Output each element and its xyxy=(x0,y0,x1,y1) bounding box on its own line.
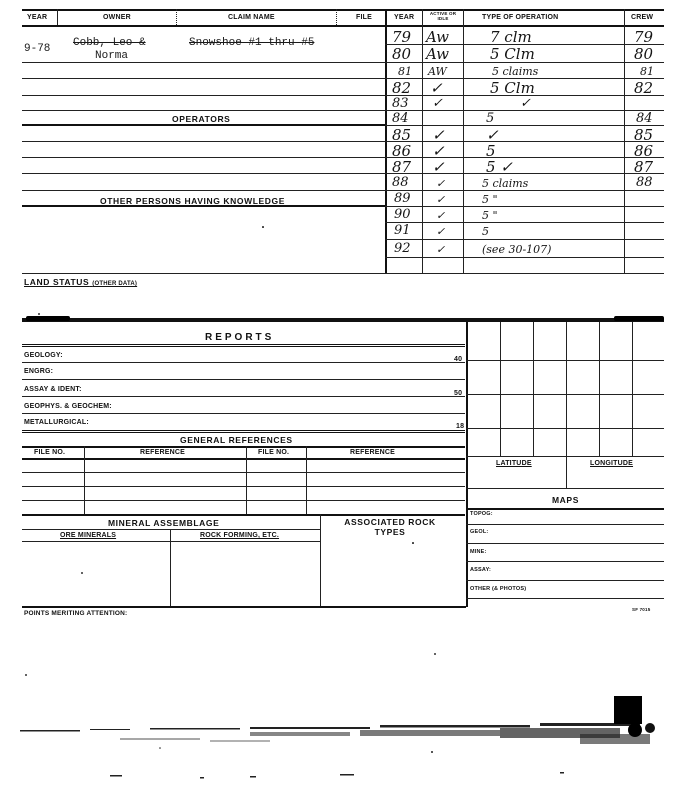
maps-row-rule xyxy=(466,580,664,581)
land-status-sub: (OTHER DATA) xyxy=(92,281,138,287)
references-divider xyxy=(246,446,247,514)
header-divider xyxy=(57,9,58,25)
references-row-rule xyxy=(22,486,465,487)
activity-operation: 5 xyxy=(482,225,489,238)
col-reference: REFERENCE xyxy=(140,449,185,456)
activity-crew: 86 xyxy=(634,142,654,160)
report-row-rule xyxy=(22,413,465,414)
col-reference-2: REFERENCE xyxy=(350,449,395,456)
maps-row-rule xyxy=(466,598,664,599)
latlong-divider xyxy=(566,456,567,488)
maps-row-rule xyxy=(466,543,664,544)
activity-status: ✓ xyxy=(436,243,446,256)
header-type-of-operation: TYPE OF OPERATION xyxy=(482,14,559,21)
col-file-no: FILE NO. xyxy=(34,449,66,456)
header-top-rule xyxy=(22,9,664,11)
header-divider xyxy=(336,9,337,25)
owner-row-rule xyxy=(22,62,385,63)
header-bottom-rule xyxy=(22,25,664,27)
operators-rule xyxy=(22,124,385,126)
map-geol: GEOL: xyxy=(470,529,489,535)
general-references-heading: GENERAL REFERENCES xyxy=(180,435,293,445)
report-row-rule xyxy=(22,430,465,433)
reports-heading-rule xyxy=(22,344,465,347)
activity-operation: 7 clm xyxy=(490,28,532,46)
activity-year: 79 xyxy=(392,28,412,46)
activity-row-rule xyxy=(385,222,664,223)
activity-status: ✓ xyxy=(432,126,445,144)
associated-rock-types-heading: ASSOCIATED ROCK TYPES xyxy=(344,517,436,537)
maps-heading: MAPS xyxy=(552,495,579,505)
grid-line xyxy=(500,322,501,456)
activity-status: ✓ xyxy=(436,177,446,190)
activity-year: 88 xyxy=(392,175,409,190)
activity-status: AW xyxy=(428,65,447,78)
operators-row-rule xyxy=(22,141,385,142)
mineral-assemblage-heading: MINERAL ASSEMBLAGE xyxy=(108,518,220,528)
activity-crew: 79 xyxy=(634,28,654,46)
scan-speck xyxy=(81,572,83,574)
scan-mark-left xyxy=(26,316,70,321)
header-year-2: YEAR xyxy=(394,14,415,21)
references-bottom-rule xyxy=(22,514,465,516)
activity-crew: 82 xyxy=(634,79,654,97)
grid-line xyxy=(599,322,600,456)
header-file: FILE xyxy=(356,14,372,21)
report-page-number: 40 xyxy=(454,356,463,363)
references-divider xyxy=(84,446,85,514)
col-rock-forming: ROCK FORMING, ETC. xyxy=(200,532,280,539)
scan-speck xyxy=(434,653,436,655)
activity-status: ✓ xyxy=(430,79,443,97)
activity-row-rule xyxy=(385,239,664,240)
operators-row-rule xyxy=(22,157,385,158)
report-row-rule xyxy=(22,379,465,380)
activity-crew: 81 xyxy=(640,65,654,78)
land-status-label: LAND STATUS xyxy=(24,277,90,287)
reports-top-bar xyxy=(22,318,664,322)
activity-operation: 5 Clm xyxy=(490,79,535,97)
report-page-number: 18 xyxy=(456,423,465,430)
activity-operation: 5 xyxy=(486,111,495,126)
report-engrg: ENGRG: xyxy=(24,368,54,375)
activity-status: ✓ xyxy=(436,225,446,238)
maps-row-rule xyxy=(466,561,664,562)
mineral-col-divider xyxy=(170,529,171,607)
header-claim-name: CLAIM NAME xyxy=(228,14,275,21)
land-status-heading xyxy=(24,277,137,287)
owner-name-line1: Cobb, Leo & xyxy=(73,37,146,49)
activity-status: ✓ xyxy=(436,193,446,206)
mineral-bottom-rule xyxy=(22,606,466,608)
activity-year: 91 xyxy=(394,223,411,238)
report-geology: GEOLOGY: xyxy=(24,352,63,359)
activity-year: 86 xyxy=(392,142,412,160)
grid-line xyxy=(566,322,567,456)
owner-row-rule xyxy=(22,110,385,111)
mineral-header-rule xyxy=(22,529,320,530)
form-number: SF 7015 xyxy=(632,607,651,612)
operators-row-rule xyxy=(22,190,385,191)
operators-row-rule xyxy=(22,173,385,174)
map-other: OTHER (& PHOTOS) xyxy=(470,586,527,592)
grid-line xyxy=(632,322,633,456)
scan-speck xyxy=(25,674,27,676)
activity-year: 87 xyxy=(392,158,412,176)
activity-operation: 5 ✓ xyxy=(486,158,513,176)
header-active-or-idle: ACTIVE OR IDLE xyxy=(429,11,457,21)
activity-year: 80 xyxy=(392,45,412,63)
header-divider xyxy=(176,9,177,25)
activity-operation: 5 " xyxy=(482,209,498,222)
operators-heading: OPERATORS xyxy=(172,114,231,124)
maps-rule xyxy=(466,508,664,510)
grid-line xyxy=(466,360,664,361)
references-row-rule xyxy=(22,500,465,501)
activity-crew: 84 xyxy=(636,111,653,126)
report-row-rule xyxy=(22,396,465,397)
grid-line xyxy=(466,394,664,395)
longitude-label: LONGITUDE xyxy=(590,460,634,467)
scan-speck xyxy=(38,313,40,315)
activity-status: ✓ xyxy=(432,96,443,111)
activity-status: Aw xyxy=(426,28,449,46)
latlong-rule xyxy=(466,488,664,489)
activity-year: 83 xyxy=(392,96,409,111)
references-divider xyxy=(306,446,307,514)
maps-row-rule xyxy=(466,524,664,525)
grid-line xyxy=(466,428,664,429)
header-year: YEAR xyxy=(27,14,48,21)
activity-year: 89 xyxy=(394,191,411,206)
activity-status: ✓ xyxy=(432,158,445,176)
activity-operation: 5 " xyxy=(482,193,498,206)
map-assay: ASSAY: xyxy=(470,567,492,573)
activity-year: 92 xyxy=(394,241,411,256)
activity-year: 85 xyxy=(392,126,412,144)
references-row-rule xyxy=(22,472,465,473)
activity-status: ✓ xyxy=(432,142,445,160)
header-crew: CREW xyxy=(631,14,654,21)
points-meriting-attention: POINTS MERITING ATTENTION: xyxy=(24,610,128,617)
activity-operation: (see 30-107) xyxy=(482,243,552,256)
scan-speck xyxy=(412,542,414,544)
activity-operation: ✓ xyxy=(520,96,531,111)
owner-record-year: 9-78 xyxy=(24,43,51,55)
mineral-subheader-rule xyxy=(22,541,320,542)
map-mine: MINE: xyxy=(470,549,487,555)
col-file-no-2: FILE NO. xyxy=(258,449,290,456)
mineral-divider xyxy=(320,514,321,607)
activity-operation: 5 claims xyxy=(492,65,539,78)
scan-speck xyxy=(262,226,264,228)
activity-row-rule xyxy=(385,157,664,158)
scan-mark-right xyxy=(614,316,664,321)
claim-name-value: Snowshoe #1 thru #5 xyxy=(189,37,315,49)
header-owner: OWNER xyxy=(103,14,131,21)
other-persons-heading: OTHER PERSONS HAVING KNOWLEDGE xyxy=(100,196,286,206)
reports-right-border xyxy=(466,322,468,607)
map-topog: TOPOG: xyxy=(470,511,493,517)
activity-row-rule xyxy=(385,173,664,174)
activity-status: ✓ xyxy=(436,209,446,222)
report-metallurgical: METALLURGICAL: xyxy=(24,419,89,426)
land-status-top-rule xyxy=(22,273,664,274)
grid-line xyxy=(466,456,664,457)
scan-noise-band xyxy=(20,690,670,800)
latitude-label: LATITUDE xyxy=(496,460,532,467)
reports-heading: REPORTS xyxy=(205,332,275,343)
activity-year: 82 xyxy=(392,79,412,97)
activity-row-rule xyxy=(385,190,664,191)
owner-name-line2: Norma xyxy=(95,50,129,62)
activity-row-rule xyxy=(385,125,664,126)
grid-line xyxy=(533,322,534,456)
activity-status: Aw xyxy=(426,45,449,63)
report-geophys: GEOPHYS. & GEOCHEM: xyxy=(24,403,112,410)
owner-row-rule xyxy=(22,95,385,96)
activity-crew: 85 xyxy=(634,126,654,144)
report-page-number: 50 xyxy=(454,390,463,397)
general-references-rule xyxy=(22,446,465,448)
activity-row-rule xyxy=(385,141,664,142)
activity-year: 81 xyxy=(398,65,412,78)
activity-crew: 87 xyxy=(634,158,654,176)
activity-row-rule xyxy=(385,257,664,258)
activity-row-rule xyxy=(385,206,664,207)
activity-year: 90 xyxy=(394,207,411,222)
activity-crew: 80 xyxy=(634,45,654,63)
activity-operation: 5 Clm xyxy=(490,45,535,63)
report-assay: ASSAY & IDENT: xyxy=(24,386,82,393)
activity-crew: 88 xyxy=(636,175,653,190)
references-header-rule xyxy=(22,458,465,460)
activity-year: 84 xyxy=(392,111,409,126)
owner-row-rule xyxy=(22,78,385,79)
activity-operation: 5 xyxy=(486,142,496,160)
report-row-rule xyxy=(22,362,465,363)
activity-operation: ✓ xyxy=(486,126,499,144)
col-ore-minerals: ORE MINERALS xyxy=(60,532,117,539)
activity-operation: 5 claims xyxy=(482,177,529,190)
